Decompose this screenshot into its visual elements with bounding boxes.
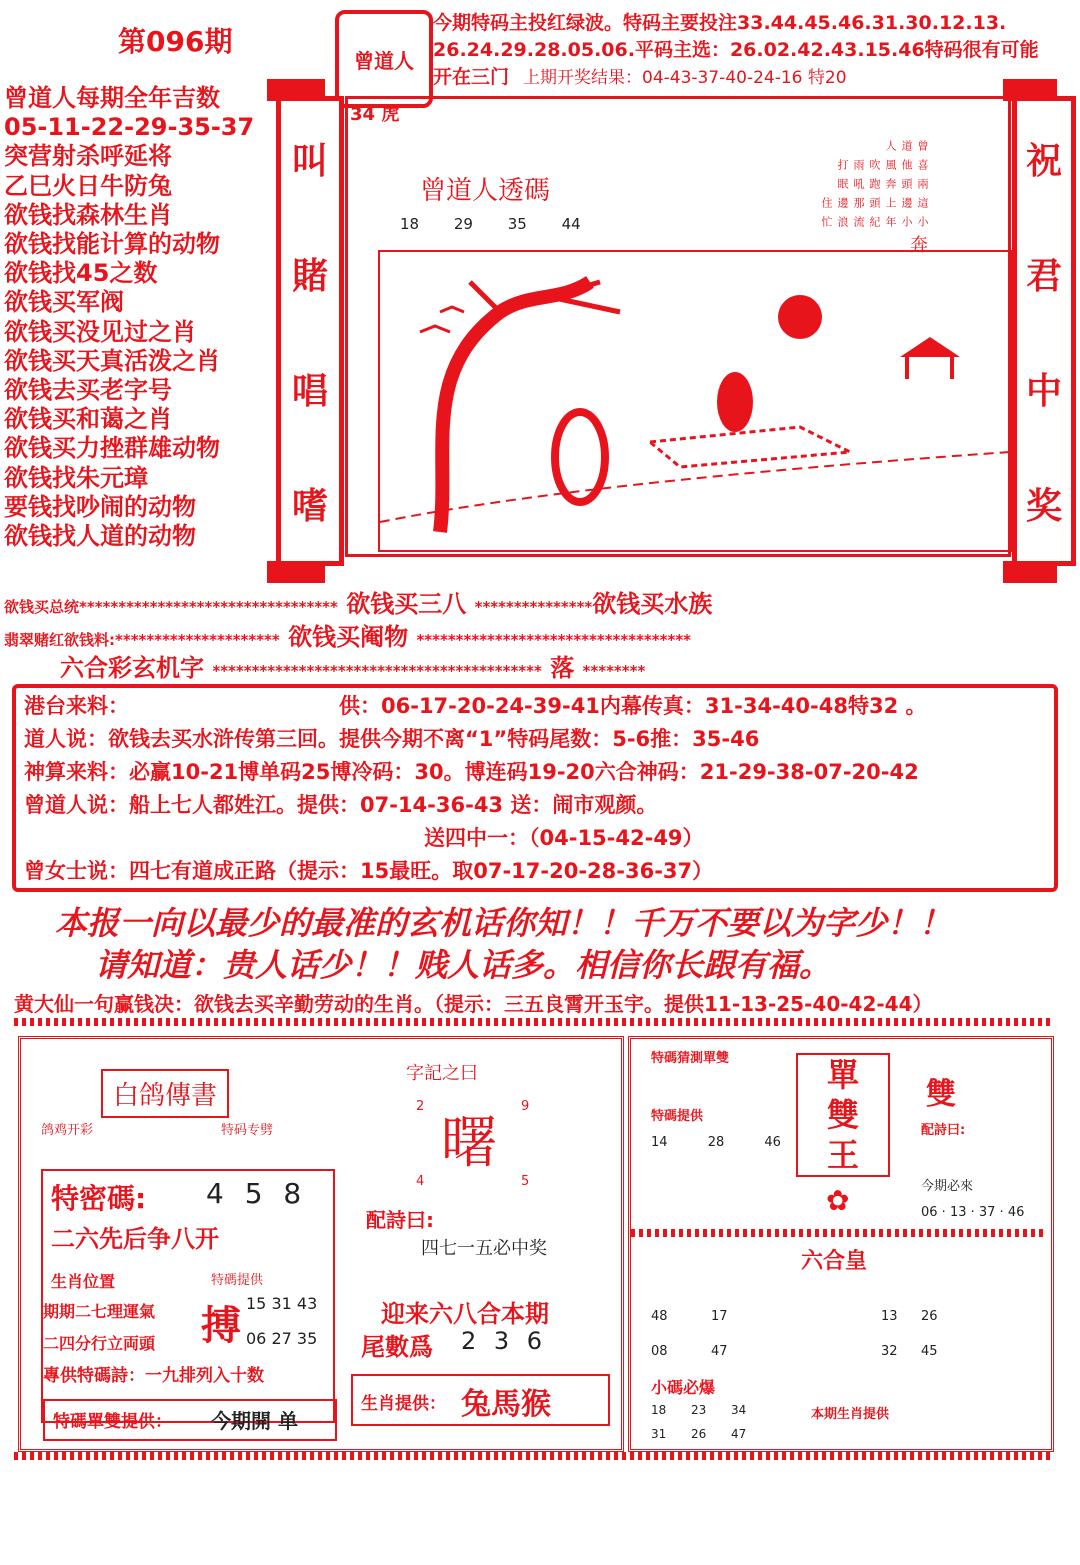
line-2b: 欲钱买阉物 xyxy=(288,623,409,651)
line-1 xyxy=(4,584,712,619)
scene-title: 曾道人透碼 xyxy=(420,176,551,206)
poem-col: 小小年紀流浪忙 xyxy=(820,216,929,227)
zodiac-title-r: 本期生肖提供 xyxy=(811,1407,890,1422)
single-val: 今期開 单 xyxy=(211,1409,298,1433)
scroll-cap xyxy=(267,561,325,583)
bo-nums-1: 15 31 43 xyxy=(246,1294,318,1313)
poem-col: 曾道人 xyxy=(884,140,929,151)
last-result: 上期开奖结果：04-43-37-40-24-16 特20 xyxy=(523,68,847,88)
bo-nums-2: 06 27 35 xyxy=(246,1329,318,1348)
line-1d: 欲钱买水族 xyxy=(592,590,713,618)
tezhao-label: 特碼提供 xyxy=(211,1273,264,1288)
pigeon-title: 白鸽傳書 xyxy=(101,1069,229,1118)
left-item: 要钱找吵闹的动物 xyxy=(4,492,196,521)
left-item: 欲钱买力挫群雄动物 xyxy=(4,434,220,463)
box-row: 送四中一：（04-15-42-49） xyxy=(424,826,704,850)
small-num: 31 xyxy=(651,1427,667,1441)
king-box xyxy=(796,1053,890,1177)
huang-line: 黄大仙一句赢钱决：欲钱去买辛勤劳动的生肖。（提示：三五良霄开玉宇。提供11-13-25-40-42-44） xyxy=(14,992,933,1016)
scene-number: 29 xyxy=(453,215,473,233)
left-item: 欲钱买没见过之肖 xyxy=(4,317,196,346)
line-b: 二四分行立両頭 xyxy=(43,1334,156,1353)
bottom-nums: 06 · 13 · 37 · 46 xyxy=(921,1205,1025,1220)
scroll-cap xyxy=(1003,561,1057,583)
flower-icon: ✿ xyxy=(826,1184,850,1217)
grid-num: 26 xyxy=(921,1309,938,1324)
bottom-left-panel xyxy=(18,1036,624,1452)
slogan-1: 本报一向以最少的最准的玄机话你知！！千万不要以为字少！！ xyxy=(55,904,952,942)
scroll-char: 叫 xyxy=(291,141,328,182)
scroll-cap xyxy=(1003,79,1057,101)
small-num: 26 xyxy=(691,1427,707,1441)
tema-num: 46 xyxy=(764,1135,781,1150)
slogan-2: 请知道：贵人话少！！贱人话多。相信你长跟有福。 xyxy=(95,946,832,984)
word-title: 字記之曰 xyxy=(406,1063,478,1084)
left-item: 乙巳火日牛防兔 xyxy=(4,171,172,200)
word-num: 4 xyxy=(416,1174,425,1189)
small-num: 18 xyxy=(651,1403,667,1417)
small-num: 47 xyxy=(731,1427,747,1441)
zodiac-pos: 生肖位置 xyxy=(51,1272,116,1291)
top-info xyxy=(433,10,1073,92)
word-num: 9 xyxy=(521,1099,530,1114)
grid-num: 13 xyxy=(881,1309,898,1324)
king-char: 單 xyxy=(826,1056,859,1094)
top-info-line-2: 26.24.29.28.05.06.平码主选：26.02.42.43.15.46特码很有可能 xyxy=(433,39,1039,61)
welcome: 迎来六八合本期 xyxy=(381,1300,549,1328)
zodiac-label: 生肖提供： xyxy=(361,1394,446,1414)
box-row: 道人说：欲钱去买水浒传第三回。提供今期不离“1”特码尾数：5-6推：35-46 xyxy=(24,727,760,751)
poem-label: 配詩曰: xyxy=(366,1208,434,1232)
logo-text: 曾道人 xyxy=(354,48,414,73)
scroll-char: 中 xyxy=(1025,371,1062,412)
scroll-char: 賭 xyxy=(291,256,328,297)
scroll-right xyxy=(1012,96,1076,566)
left-item: 05-11-22-29-35-37 xyxy=(4,113,255,142)
tail-nums: 2 3 6 xyxy=(461,1327,543,1355)
birds-icon xyxy=(420,307,464,332)
left-item: 欲钱找朱元璋 xyxy=(4,463,148,492)
bridge-icon xyxy=(650,427,850,467)
grid-b xyxy=(881,1309,961,1359)
left-item: 欲钱找森林生肖 xyxy=(4,200,172,229)
poem-col: 兩頭奔跑吼眠 xyxy=(836,178,929,189)
scroll-left xyxy=(276,96,344,566)
line-1b: 欲钱买三八 xyxy=(346,590,467,618)
box-row: 曾女士说：四七有道成正路（提示：15最旺。取07-17-20-28-36-37） xyxy=(24,859,714,883)
liuhe-title: 六合皇 xyxy=(801,1249,868,1274)
top-info-line-1: 今期特码主投红绿波。特码主要投注33.44.45.46.31.30.12.13. xyxy=(433,12,1007,34)
king-char: 王 xyxy=(826,1136,859,1174)
person-icon xyxy=(717,372,753,432)
line-3b: ****************************************** xyxy=(212,662,542,680)
scene-numbers xyxy=(400,215,581,233)
grid-a xyxy=(651,1309,771,1359)
grid-num: 45 xyxy=(921,1344,938,1359)
poem2: 專供特碼詩：一九排列入十数 xyxy=(43,1366,264,1386)
poem-text: 四七一五必中奖 xyxy=(421,1238,547,1259)
small-num: 34 xyxy=(731,1403,747,1417)
tail-label: 尾數爲 xyxy=(361,1333,433,1361)
line-3 xyxy=(60,648,645,683)
divider xyxy=(14,1452,1050,1460)
poem-col: 喜他風吹雨打 xyxy=(836,159,929,170)
zodiac-val: 兔馬猴 xyxy=(461,1387,551,1422)
scroll-char: 君 xyxy=(1025,256,1062,297)
pavilion-icon xyxy=(900,337,960,357)
scene-number: 18 xyxy=(400,215,420,233)
poem-label-r: 配詩曰: xyxy=(921,1123,966,1138)
tema-label: 特碼提供 xyxy=(651,1109,704,1124)
small-label: 小碼必爆 xyxy=(651,1378,716,1397)
left-item: 欲钱买军阀 xyxy=(4,288,124,317)
divider xyxy=(631,1229,1045,1237)
tema-num: 28 xyxy=(707,1135,725,1150)
line-a: 期期二七理運氣 xyxy=(43,1302,156,1321)
small-nums xyxy=(651,1403,771,1441)
line-2a: 翡翠赌红欲钱料:********************* xyxy=(4,631,280,649)
pigeon-side-b: 特码专劈 xyxy=(221,1123,274,1138)
scene-poem xyxy=(690,140,930,253)
poem-col: 奔 xyxy=(907,235,928,253)
grid-num: 17 xyxy=(711,1309,728,1324)
box-row: 神算来料：必赢10-21博单码25博冷码：30。博连码19-20六合神码：21-29-38-07-20-42 xyxy=(24,760,919,784)
grid-num: 48 xyxy=(651,1309,668,1324)
line-3a: 六合彩玄机字 xyxy=(60,654,204,682)
tema-num: 14 xyxy=(651,1135,668,1150)
small-num: 23 xyxy=(691,1403,707,1417)
top-info-line-3-text: 开在三门 xyxy=(433,66,510,88)
left-item: 曾道人每期全年吉数 xyxy=(4,84,220,112)
issue-number: 第096期 xyxy=(118,25,233,58)
top-info-line-3 xyxy=(433,64,1073,92)
left-item: 欲钱买和蔼之肖 xyxy=(4,405,172,434)
poem-col: 這邊上頭那邊住 xyxy=(820,197,929,208)
rock-icon xyxy=(555,412,605,502)
tema-nums xyxy=(651,1135,781,1150)
bottom-right-panel xyxy=(628,1036,1054,1452)
scroll-char: 祝 xyxy=(1025,141,1062,182)
shuang-char: 雙 xyxy=(926,1077,956,1112)
info-box xyxy=(12,684,1058,892)
special-phrase: 二六先后争八开 xyxy=(51,1225,219,1253)
scroll-char: 奖 xyxy=(1025,486,1062,527)
box-row: 曾道人说：船上七人都姓江。提供：07-14-36-43 送：闹市观颜。 xyxy=(24,793,658,817)
line-3c: 落 xyxy=(550,654,575,682)
box-row xyxy=(24,690,1046,723)
bo-char: 搏 xyxy=(201,1303,241,1349)
single-label: 特碼單雙提供： xyxy=(53,1412,172,1432)
grid-num: 47 xyxy=(711,1344,728,1359)
left-item: 欲钱买天真活泼之肖 xyxy=(4,346,220,375)
sun-icon xyxy=(778,295,822,339)
grid-num: 32 xyxy=(881,1344,898,1359)
line-2c: *********************************** xyxy=(416,631,692,649)
tiger-label: 34 虎 xyxy=(350,104,400,125)
word-num: 5 xyxy=(521,1174,530,1189)
left-item: 欲钱找45之数 xyxy=(4,259,158,288)
scroll-cap xyxy=(267,79,325,101)
pigeon-side-a: 鸽鸡开彩 xyxy=(41,1123,94,1138)
word-char: 曙 xyxy=(441,1111,497,1176)
left-item: 欲钱去买老字号 xyxy=(4,376,172,405)
left-item: 欲钱找能计算的动物 xyxy=(4,230,220,259)
line-2 xyxy=(4,617,691,652)
scene-number: 35 xyxy=(507,215,527,233)
divider xyxy=(14,1018,1050,1026)
guess-title: 特碼猜測單雙 xyxy=(651,1051,730,1066)
line-3d: ******** xyxy=(582,662,646,680)
word-num: 2 xyxy=(416,1099,425,1114)
scroll-right-text xyxy=(1017,101,1071,561)
special-label: 特密碼: xyxy=(51,1182,147,1215)
special-nums: 4 5 8 xyxy=(206,1177,302,1210)
poem-last: 今期必來 xyxy=(921,1179,974,1194)
grid-num: 08 xyxy=(651,1344,668,1359)
logo xyxy=(335,10,433,108)
left-item: 欲钱找人道的动物 xyxy=(4,522,196,551)
scene-number: 44 xyxy=(561,215,581,233)
scroll-char: 唱 xyxy=(291,371,328,412)
king-char: 雙 xyxy=(826,1096,859,1134)
line-1a: 欲钱买总统********************************* xyxy=(4,598,338,616)
scene-illustration xyxy=(378,250,1012,552)
left-item: 突营射杀呼延将 xyxy=(4,142,172,171)
box-row-1a: 港台来料： xyxy=(24,694,129,718)
box-row-1b: 供：06-17-20-24-39-41内幕传真：31-34-40-48特32 。 xyxy=(339,694,927,718)
scroll-left-text xyxy=(281,101,339,561)
line-1c: *************** xyxy=(474,598,593,616)
left-column xyxy=(4,84,279,551)
scroll-char: 嗜 xyxy=(291,486,328,527)
